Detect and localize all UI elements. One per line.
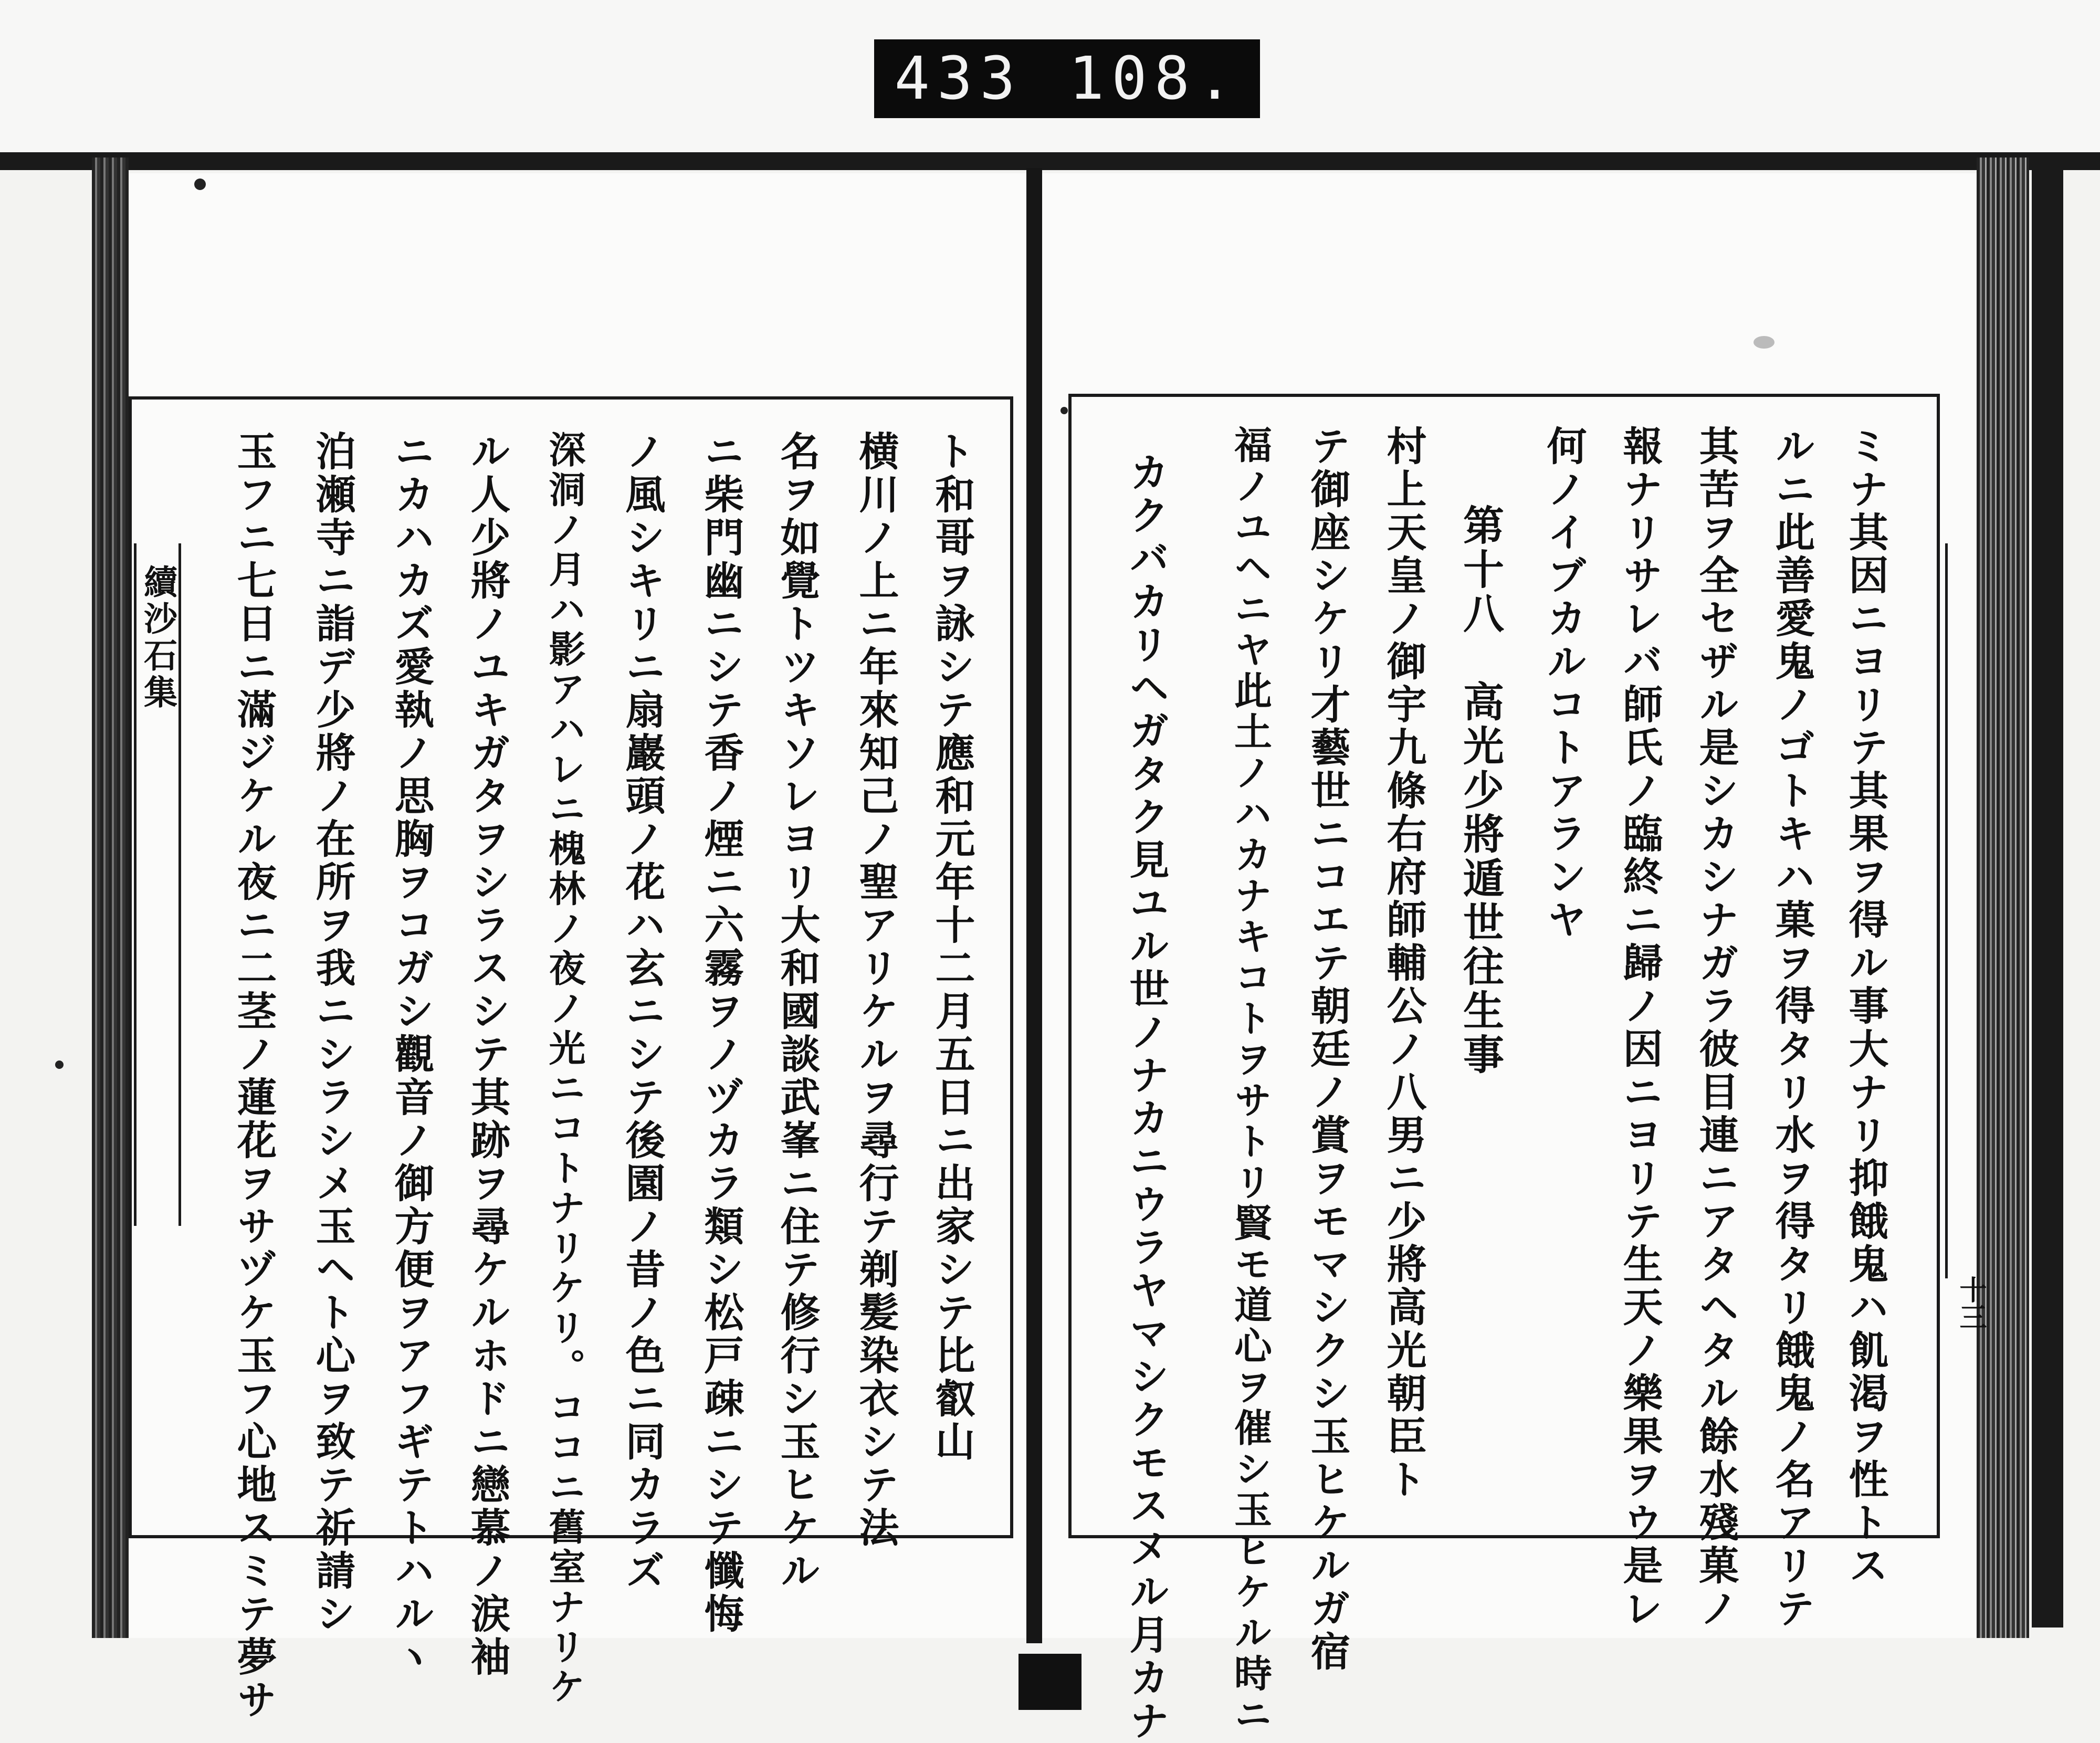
left-book-title-box bbox=[134, 543, 181, 1226]
right-chapter-heading: 第十八 高光少將遁世往生事 bbox=[1456, 504, 1504, 1077]
scan-speck bbox=[55, 1060, 64, 1069]
left-column-8: ニカハカズ愛執ノ思胸ヲコガシ觀音ノ御方便ヲアフギテトハルヽ bbox=[388, 430, 435, 1679]
right-column-10: カクバカリヘガタク見ユル世ノナカニウラヤマシクモスメル月カナ bbox=[1123, 452, 1170, 1743]
left-column-1: ト和哥ヲ詠シテ應和元年十二月五日ニ出家シテ比叡山 bbox=[929, 430, 975, 1464]
frame-number-plate bbox=[874, 39, 1260, 118]
book-edge-left bbox=[92, 158, 129, 1638]
book-title: 續沙石集 bbox=[138, 564, 177, 711]
right-column-4: 報ナリサレバ師氏ノ臨終ニ歸ノ因ニヨリテ生天ノ樂果ヲウ是レ bbox=[1616, 425, 1663, 1631]
left-column-10: 玉フニ七日ニ滿ジケル夜ニ二茎ノ蓮花ヲサヅケ玉フ心地スミテ夢サ bbox=[230, 430, 277, 1722]
scan-speck bbox=[1060, 407, 1068, 414]
plate-right-number: 108. bbox=[1068, 45, 1240, 113]
plate-left-number: 433 bbox=[894, 45, 1023, 113]
left-column-7: ル人少將ノユキガタヲシラスシテ其跡ヲ尋ケルホドニ戀慕ノ涙袖 bbox=[464, 430, 511, 1679]
right-folio-number: 十三 bbox=[1955, 1276, 1987, 1330]
left-column-6: 深洞ノ月ハ影アハレニ槐林ノ夜ノ光ニコトナリケリ。ココニ舊室ナリケ bbox=[543, 430, 586, 1707]
left-column-9: 泊瀬寺ニ詣デ少將ノ在所ヲ我ニシラシメ玉ヘト心ヲ致テ祈請シ bbox=[309, 430, 356, 1636]
right-column-3: 其苦ヲ全セザル是シカシナガラ彼目連ニアタヘタル餘水殘菓ノ bbox=[1693, 425, 1739, 1631]
left-column-3: 名ヲ如覺トツキソレヨリ大和國談武峯ニ住テ修行シ玉ヒケル bbox=[774, 430, 821, 1593]
right-column-2: ルニ此善愛鬼ノゴトキハ菓ヲ得タリ水ヲ得タリ餓鬼ノ名アリテ bbox=[1769, 425, 1815, 1631]
binding-clip bbox=[1018, 1654, 1082, 1710]
book-cover-right bbox=[2032, 168, 2063, 1628]
right-column-8: テ御座シケリ才藝世ニコエテ朝廷ノ賞ヲモマシクシ玉ヒケルガ宿 bbox=[1304, 425, 1351, 1674]
right-column-7: 村上天皇ノ御宇九條右府師輔公ノ八男ニ少將高光朝臣ト bbox=[1380, 425, 1427, 1502]
scan-speck bbox=[194, 178, 206, 190]
scan-speck bbox=[1754, 336, 1774, 349]
right-column-1: ミナ其因ニヨリテ其果ヲ得ル事大ナリ抑餓鬼ハ飢渇ヲ性トス bbox=[1842, 425, 1889, 1588]
right-folio-box bbox=[1945, 543, 1984, 1278]
book-edge-right bbox=[1977, 158, 2029, 1638]
left-column-4: ニ柴門幽ニシテ香ノ煙ニ六霧ヲノヅカラ類シ松戸疎ニシテ懺悔 bbox=[698, 430, 744, 1636]
right-column-5: 何ノイブカルコトアランヤ bbox=[1540, 425, 1587, 942]
right-column-9: 福ノユヘニヤ此土ノハカナキコトヲサトリ賢モ道心ヲ催シ玉ヒケル時ニ bbox=[1228, 425, 1273, 1736]
left-column-5: ノ風シキリニ扇巖頭ノ花ハ玄ニシテ後園ノ昔ノ色ニ同カラズ bbox=[619, 430, 666, 1593]
left-column-2: 横川ノ上ニ年來知己ノ聖アリケルヲ尋行テ剃髪染衣シテ法 bbox=[853, 430, 899, 1550]
book-gutter bbox=[1026, 168, 1042, 1643]
scan-top-rule bbox=[0, 152, 2100, 170]
